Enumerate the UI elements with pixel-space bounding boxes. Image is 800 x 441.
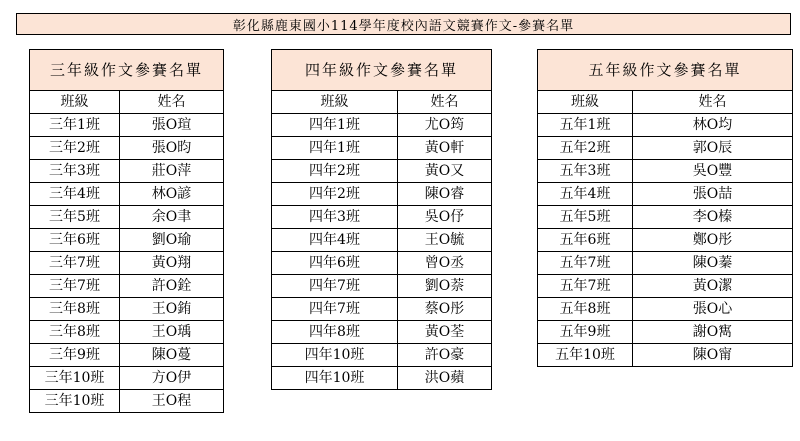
table-row [272,367,492,390]
class-cell: 五年1班 [538,114,633,137]
class-column-header: 班級 [538,91,633,114]
grade3-caption: 三年級作文參賽名單 [30,50,224,91]
name-column-header: 姓名 [633,91,793,114]
student-name-cell: 黃O軒 [398,137,492,160]
student-name-cell: 林O均 [633,114,793,137]
table-row [272,275,492,298]
table-row [30,344,224,367]
student-name-cell: 陳O甯 [633,344,793,367]
student-name-cell: 王O程 [120,390,224,413]
class-cell: 三年7班 [30,275,120,298]
class-column-header: 班級 [30,91,120,114]
class-cell: 三年10班 [30,390,120,413]
grade4-roster-table [271,49,492,390]
class-cell: 四年1班 [272,114,398,137]
student-name-cell: 劉O萘 [398,275,492,298]
student-name-cell: 蔡O彤 [398,298,492,321]
table-row [272,229,492,252]
class-cell: 五年3班 [538,160,633,183]
student-name-cell: 郭O辰 [633,137,793,160]
class-cell: 三年2班 [30,137,120,160]
class-cell: 五年7班 [538,252,633,275]
table-row [272,344,492,367]
table-row [30,252,224,275]
student-name-cell: 洪O蘋 [398,367,492,390]
class-cell: 四年2班 [272,183,398,206]
student-name-cell: 余O聿 [120,206,224,229]
table-row [538,114,793,137]
class-cell: 三年4班 [30,183,120,206]
class-cell: 五年2班 [538,137,633,160]
table-row [30,229,224,252]
class-cell: 四年6班 [272,252,398,275]
class-cell: 四年10班 [272,344,398,367]
class-cell: 三年10班 [30,367,120,390]
class-cell: 四年4班 [272,229,398,252]
class-cell: 五年5班 [538,206,633,229]
student-name-cell: 張O瑄 [120,114,224,137]
class-cell: 四年3班 [272,206,398,229]
table-row [30,390,224,413]
student-name-cell: 張O昀 [120,137,224,160]
student-name-cell: 黃O翔 [120,252,224,275]
student-name-cell: 謝O寯 [633,321,793,344]
table-row [272,137,492,160]
student-name-cell: 李O榛 [633,206,793,229]
class-cell: 三年5班 [30,206,120,229]
table-row [30,160,224,183]
grade5-roster-table [537,49,793,367]
class-cell: 五年10班 [538,344,633,367]
table-row [538,344,793,367]
grade3-roster-table [29,49,224,413]
class-cell: 三年8班 [30,298,120,321]
student-name-cell: 陳O蓁 [633,252,793,275]
class-cell: 三年1班 [30,114,120,137]
student-name-cell: 尤O筠 [398,114,492,137]
class-cell: 三年6班 [30,229,120,252]
table-row [272,321,492,344]
class-cell: 三年8班 [30,321,120,344]
table-row [272,252,492,275]
student-name-cell: 劉O瑜 [120,229,224,252]
class-cell: 三年3班 [30,160,120,183]
class-cell: 四年7班 [272,298,398,321]
table-row [30,321,224,344]
student-name-cell: 吳O豐 [633,160,793,183]
student-name-cell: 王O瑀 [120,321,224,344]
table-row [30,114,224,137]
table-row [538,229,793,252]
student-name-cell: 王O毓 [398,229,492,252]
student-name-cell: 方O伊 [120,367,224,390]
student-name-cell: 陳O睿 [398,183,492,206]
student-name-cell: 黃O潔 [633,275,793,298]
class-column-header: 班級 [272,91,398,114]
class-cell: 三年9班 [30,344,120,367]
table-row [272,183,492,206]
student-name-cell: 許O銓 [120,275,224,298]
class-cell: 四年8班 [272,321,398,344]
table-row [272,298,492,321]
table-row [272,206,492,229]
class-cell: 四年10班 [272,367,398,390]
table-row [272,160,492,183]
class-cell: 五年4班 [538,183,633,206]
student-name-cell: 王O銪 [120,298,224,321]
table-row [538,183,793,206]
name-column-header: 姓名 [398,91,492,114]
class-cell: 四年2班 [272,160,398,183]
class-cell: 五年6班 [538,229,633,252]
table-row [30,298,224,321]
grade4-caption: 四年級作文參賽名單 [272,50,492,91]
student-name-cell: 曾O丞 [398,252,492,275]
student-name-cell: 張O心 [633,298,793,321]
table-row [30,367,224,390]
student-name-cell: 許O豪 [398,344,492,367]
table-row [538,206,793,229]
page-title: 彰化縣鹿東國小114學年度校內語文競賽作文-參賽名單 [16,13,791,35]
student-name-cell: 吳O伃 [398,206,492,229]
table-row [30,206,224,229]
table-row [272,114,492,137]
table-row [538,160,793,183]
student-name-cell: 黃O又 [398,160,492,183]
student-name-cell: 陳O蔓 [120,344,224,367]
table-row [538,252,793,275]
class-cell: 四年7班 [272,275,398,298]
student-name-cell: 莊O萍 [120,160,224,183]
class-cell: 三年7班 [30,252,120,275]
student-name-cell: 林O諺 [120,183,224,206]
table-row [538,298,793,321]
table-row [30,275,224,298]
table-row [30,183,224,206]
class-cell: 五年9班 [538,321,633,344]
table-row [538,137,793,160]
class-cell: 四年1班 [272,137,398,160]
grade5-caption: 五年級作文參賽名單 [538,50,793,91]
table-row [538,321,793,344]
class-cell: 五年8班 [538,298,633,321]
table-row [538,275,793,298]
table-row [30,137,224,160]
class-cell: 五年7班 [538,275,633,298]
student-name-cell: 鄭O彤 [633,229,793,252]
student-name-cell: 黃O荃 [398,321,492,344]
name-column-header: 姓名 [120,91,224,114]
student-name-cell: 張O喆 [633,183,793,206]
